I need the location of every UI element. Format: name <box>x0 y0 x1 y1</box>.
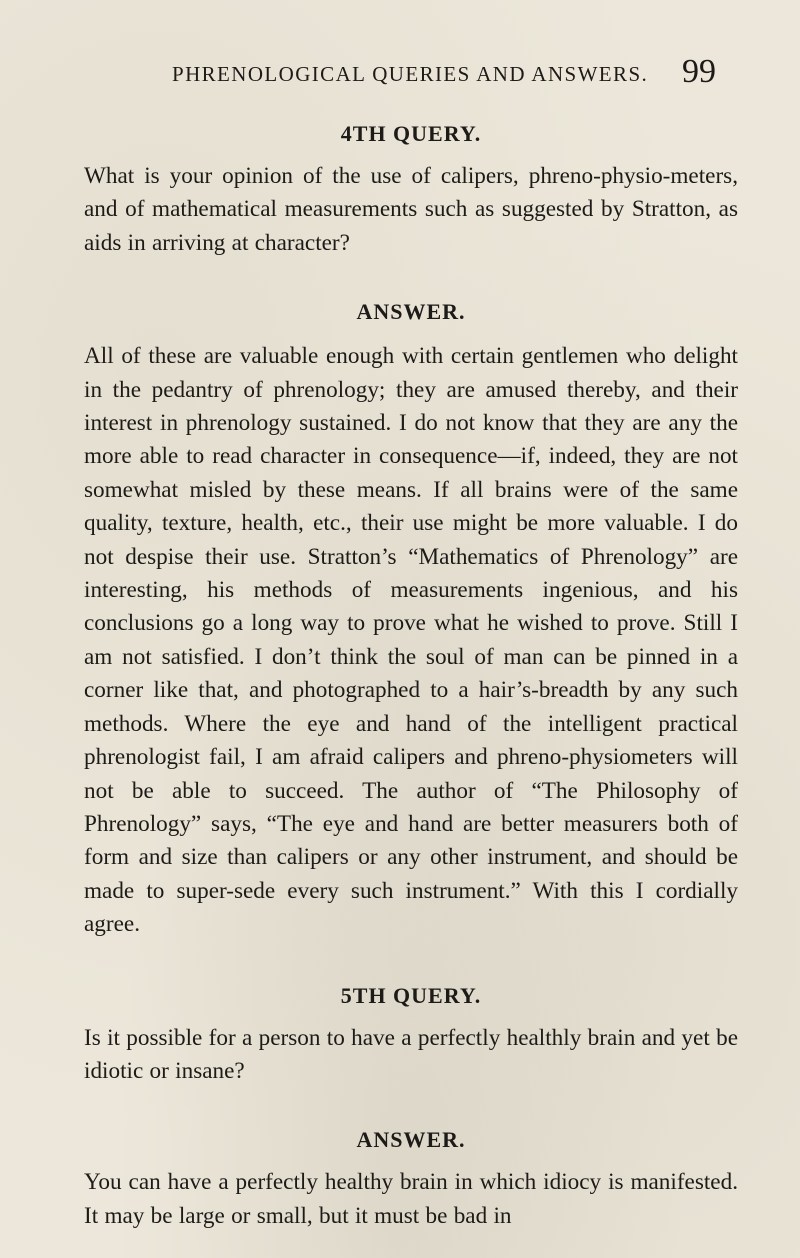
query-4-heading: 4TH QUERY. <box>340 121 482 146</box>
answer-5-heading: ANSWER. <box>356 1127 466 1153</box>
text-block <box>84 120 738 1233</box>
answer-4-text: All of these are valuable enough with certain gentlemen who delight in the pedantry of phrenology; they are amused thereby, and their interest in phrenology sustained. I do not know that they are any the more able to read character in consequence—if, indeed, they are not somewhat misled by these means. If all brains were of the same quality, texture, health, etc., their use might be more valuable. I do not despise their use. Stratton’s “Mathematics of Phrenology” are interesting, his methods of measurements ingenious, and his conclusions go a long way to prove what he wished to prove. Still I am not satisfied. I don’t think the soul of man can be pinned in a corner like that, and photographed to a hair’s-breadth by any such methods. Where the eye and hand of the intelligent practical phrenologist fail, I am afraid calipers and phreno-physiometers will not be able to succeed. The author of “The Philosophy of Phrenology” says, “The eye and hand are better measurers both of form and size than calipers or any other instrument, and should be made to super-sede every such instrument.” With this I cordially agree. <box>84 343 738 938</box>
answer-4-heading: ANSWER. <box>356 299 466 325</box>
answer-5-text: You can have a perfectly healthy brain in which idiocy is manifested. It may be large or small, but it must be bad in <box>84 1169 738 1229</box>
running-head <box>172 53 716 98</box>
running-title: PHRENOLOGICAL QUERIES AND ANSWERS. <box>172 62 649 86</box>
query-5-text: Is it possible for a person to have a perfectly healthly brain and yet be idiotic or insane? <box>84 1024 738 1084</box>
query-4-text: What is your opinion of the use of calipers, phreno-physio-meters, and of mathematical measurements such as suggested by Stratton, as aids in arriving at character? <box>84 163 738 256</box>
query-5-heading: 5TH QUERY. <box>340 982 482 1008</box>
page-number: 99 <box>682 53 716 90</box>
